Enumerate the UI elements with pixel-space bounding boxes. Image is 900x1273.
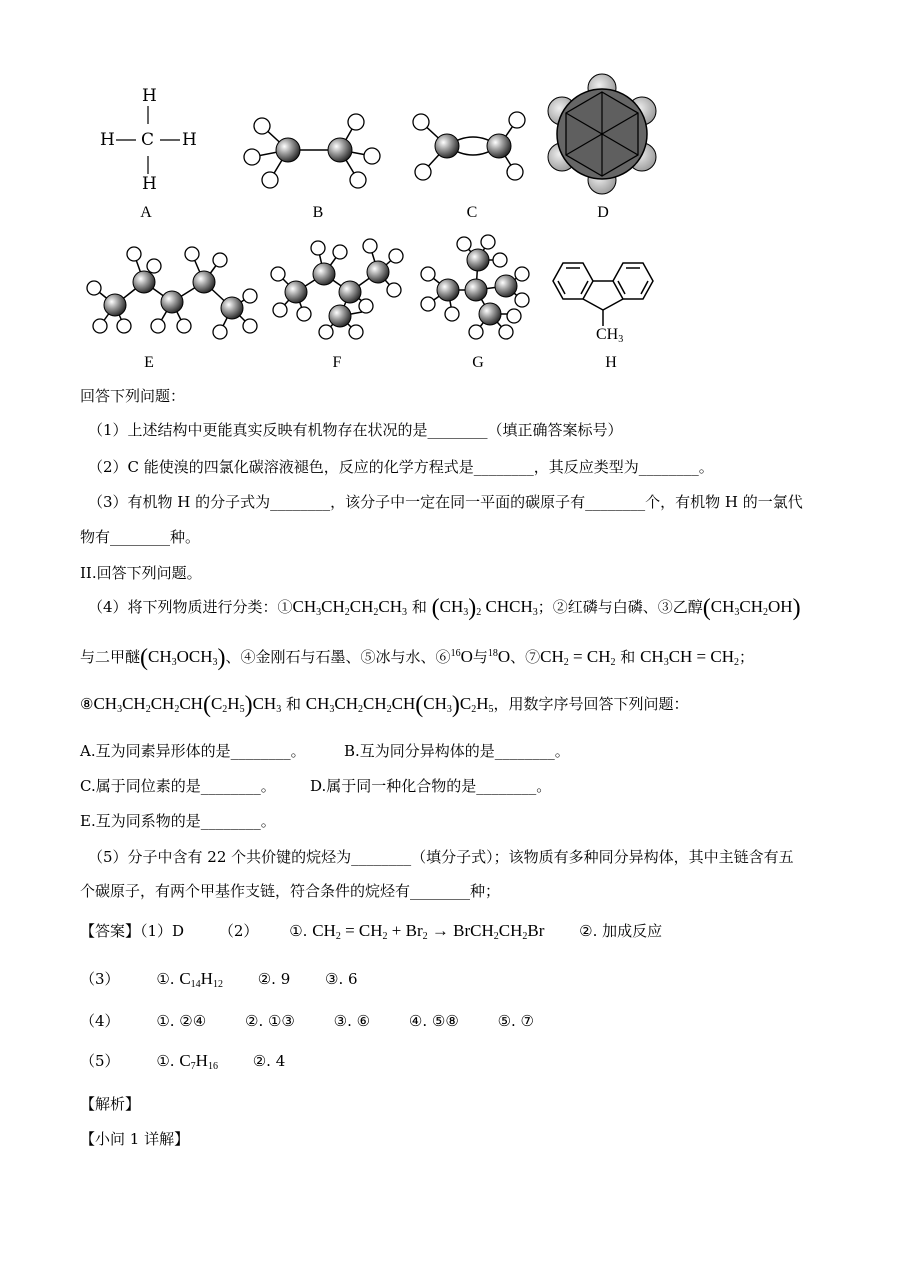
answer-5-part1: ①. — [156, 1052, 175, 1070]
q4-formula-compound-b: $CH_3CH_2CH_2CH(CH_3)C_2H_5$ — [305, 692, 494, 718]
figure-label-d: D — [597, 204, 609, 221]
answer-2-num: （2） — [218, 922, 259, 940]
answer-line-5 — [80, 1050, 285, 1071]
q4-item2: ；②红磷与白磷、③乙醇 — [537, 598, 703, 616]
q4-formula-ethylene: $CH_2 = CH_2$ — [540, 647, 616, 668]
question-5-line-1: （5）分子中含有 22 个共价键的烷烃为________（填分子式）；该物质有多种同分异构体，其中主链含有五 — [88, 848, 794, 866]
q4-items: 、④金刚石与石墨、⑤冰与水、⑥ — [225, 648, 451, 666]
q4-formula-o18: $^{18}$O — [487, 647, 511, 666]
structure-g-alkane-model — [418, 234, 533, 344]
methane-h-bottom: H — [142, 174, 157, 194]
figure-row-2 — [0, 230, 900, 380]
ethane-ball-stick-svg — [240, 110, 390, 200]
question-4-line-1 — [88, 595, 801, 622]
q4-sep: ； — [739, 648, 755, 666]
alkane-e-svg — [80, 230, 260, 345]
figure-label-b: B — [312, 204, 324, 221]
section-2-heading: II.回答下列问题。 — [80, 564, 202, 582]
structure-e-alkane-model — [80, 230, 260, 345]
answer-label: 【答案】 — [80, 922, 141, 940]
figure-label-f: F — [332, 354, 342, 371]
structure-a-methane — [96, 80, 206, 200]
q4-item7: 、⑦ — [510, 648, 541, 666]
answer-3-part1: ①. — [156, 970, 175, 988]
answer-2-part2: ②. 加成反应 — [579, 922, 663, 940]
answer-3-part3: ③. 6 — [325, 970, 358, 988]
question-2: （2）C 能使溴的四氯化碳溶液褪色，反应的化学方程式是________，其反应类型为________。 — [88, 458, 714, 476]
answer-5-num: （5） — [80, 1052, 120, 1070]
answer-line-4 — [80, 1010, 534, 1031]
figure-label-h: H — [605, 354, 617, 371]
q4-formula-compound-a: $CH_3CH_2CH_2CH(C_2H_5)CH_3$ — [93, 692, 282, 718]
q4-item8: ⑧ — [80, 695, 94, 713]
q4-prefix: （4）将下列物质进行分类：① — [88, 598, 293, 616]
methane-h-left: H — [100, 130, 115, 150]
alkane-g-svg — [418, 234, 533, 344]
structure-c-ethylene-model — [405, 110, 535, 190]
question-1: （1）上述结构中更能真实反映有机物存在状况的是________（填正确答案标号） — [88, 421, 623, 439]
q4-formula-ethanol: $(CH_3CH_2OH)$ — [702, 595, 801, 621]
q4-tail: ，用数字序号回答下列问题： — [493, 695, 689, 713]
answer-3-formula: $C_{14}H_{12}$ — [179, 969, 223, 990]
answer-4-part4: ④. ⑤⑧ — [408, 1012, 459, 1030]
analysis-heading: 【解析】 — [80, 1095, 141, 1113]
answer-3-num: （3） — [80, 970, 120, 988]
answer-4-part3: ③. ⑥ — [333, 1012, 371, 1030]
methane-h-right: H — [182, 130, 197, 150]
answer-4-part5: ⑤. ⑦ — [497, 1012, 534, 1030]
answer-line-3 — [80, 968, 358, 989]
subquestion-1-heading: 【小问 1 详解】 — [80, 1130, 190, 1148]
figure-label-c: C — [466, 204, 478, 221]
answer-4-num: （4） — [80, 1012, 120, 1030]
answer-2-part1: ①. — [289, 922, 308, 940]
question-3-line-2: 物有________种。 — [80, 528, 201, 546]
q4-and: 和 — [411, 598, 427, 616]
q4-with: 与二甲醚 — [80, 648, 141, 666]
figure-label-g: G — [472, 354, 484, 371]
q4-formula-isobutane: $(CH_3)_2$ $CHCH_3$ — [431, 595, 538, 621]
benzene-space-filling-svg — [545, 72, 665, 197]
answer-line-1 — [80, 920, 662, 941]
methylfluorene-ch3: $CH_3$ — [596, 326, 624, 345]
answer-5-part2: ②. 4 — [252, 1052, 286, 1070]
q4-formula-propene: $CH_3CH = CH_2$ — [640, 647, 740, 668]
question-4c: C.属于同位素的是________。 — [80, 777, 276, 795]
question-4d: D.属于同一种化合物的是________。 — [310, 777, 552, 795]
figure-row-1 — [0, 70, 900, 230]
q4-with2: 与 — [472, 648, 488, 666]
question-3-line-1: （3）有机物 H 的分子式为________，该分子中一定在同一平面的碳原子有________个，有机物 H 的一氯代 — [88, 493, 803, 511]
q4-and2: 和 — [620, 648, 636, 666]
question-4a: A.互为同素异形体的是________。 — [80, 742, 306, 760]
methane-h-top: H — [142, 86, 157, 106]
question-4-line-2 — [80, 645, 754, 672]
answer-1: （1）D — [140, 922, 185, 940]
alkane-f-svg — [270, 234, 405, 344]
q4-formula-butane: $CH_3CH_2CH_2CH_3$ — [292, 597, 408, 618]
structure-b-ethane-model — [240, 110, 390, 200]
answer-5-formula: $C_7H_{16}$ — [179, 1051, 218, 1072]
ethylene-ball-stick-svg — [405, 110, 535, 190]
structure-f-alkane-model — [270, 234, 405, 344]
methane-c: C — [141, 130, 155, 150]
q4-and3: 和 — [285, 695, 301, 713]
structure-h-methylfluorene — [538, 254, 668, 354]
question-4e: E.互为同系物的是________。 — [80, 812, 276, 830]
question-5-line-2: 个碳原子，有两个甲基作支链，符合条件的烷烃有________种； — [80, 882, 501, 900]
question-4b: B.互为同分异构体的是________。 — [344, 742, 570, 760]
answer-3-part2: ②. 9 — [257, 970, 291, 988]
answer-2-equation: $CH_2 = CH_2 + Br_2$ → $BrCH_2CH_2Br$ — [312, 921, 545, 942]
structure-d-benzene-model — [545, 72, 665, 197]
intro-text: 回答下列问题： — [80, 387, 186, 405]
q4-formula-dimethyl-ether: $(CH_3OCH_3)$ — [140, 645, 226, 671]
figure-label-e: E — [144, 354, 154, 371]
question-4-line-3 — [80, 692, 689, 719]
answer-4-part2: ②. ①③ — [245, 1012, 295, 1030]
q4-formula-o16: $^{16}$O — [450, 647, 473, 666]
answer-4-part1: ①. ②④ — [156, 1012, 207, 1030]
figure-label-a: A — [140, 204, 152, 221]
